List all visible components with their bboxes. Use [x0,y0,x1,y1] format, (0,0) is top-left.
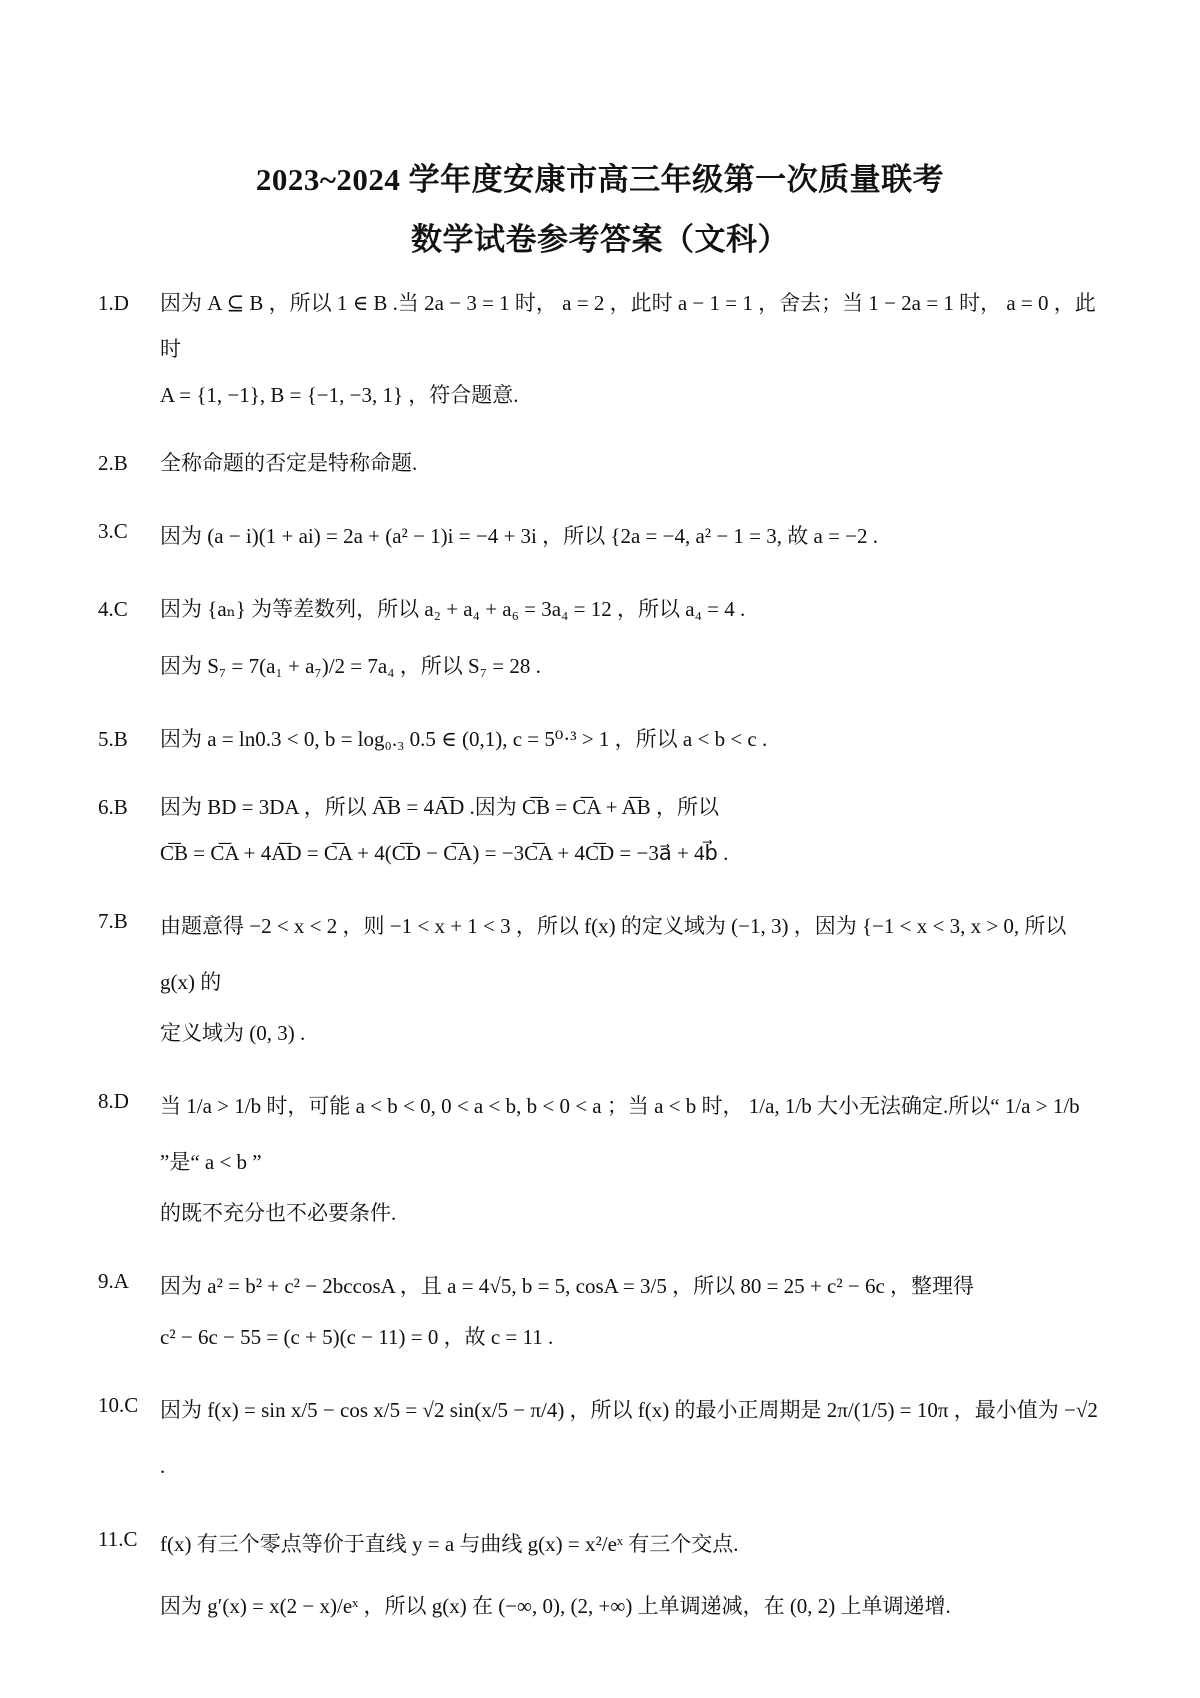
answer-item-7 [98,898,1102,1056]
answer-number: 2.B [98,451,128,475]
answer-item-4 [98,586,1102,694]
answer-item-2 [98,440,1102,486]
answer-number: 7.B [98,909,128,933]
answer-text: 因为 a = ln0.3 < 0, b = log₀.₃ 0.5 ∈ (0,1), c = 5⁰·³ > 1 ，所以 a < b < c . [160,727,768,751]
answer-item-10 [98,1382,1102,1494]
answer-item-8 [98,1078,1102,1236]
answer-number: 4.C [98,597,128,621]
answer-item-1 [98,280,1102,418]
page-title: 2023~2024 学年度安康市高三年级第一次质量联考 [255,162,945,197]
answer-text: 因为 {aₙ} 为等差数列，所以 a₂ + a₄ + a₆ = 3a₄ = 12 ，所以 a₄ = 4 . [160,597,746,621]
answer-text: 当 1/a > 1/b 时，可能 a < b < 0, 0 < a < b, b < 0 < a ；当 a < b 时， 1/a, 1/b 大小无法确定.所以“ 1/a > 1/b ”是“ a < b ” [160,1094,1080,1174]
answer-number: 3.C [98,519,128,543]
answer-number: 1.D [98,291,129,315]
answer-item-11 [98,1516,1102,1634]
answer-text: 因为 a² = b² + c² − 2bccosA ，且 a = 4√5, b = 5, cosA = 3/5 ，所以 80 = 25 + c² − 6c ，整理得 [160,1274,975,1298]
answer-text: c² − 6c − 55 = (c + 5)(c − 11) = 0 ，故 c = 11 . [160,1325,554,1349]
answer-text: A = {1, −1}, B = {−1, −3, 1} ，符合题意. [160,383,519,407]
answer-number: 6.B [98,795,128,819]
answer-item-5 [98,716,1102,762]
answer-text: 因为 A ⊆ B ，所以 1 ∈ B .当 2a − 3 = 1 时， a = 2 ，此时 a − 1 = 1 ，舍去；当 1 − 2a = 1 时， a = 0 ，此时 [160,291,1096,361]
answer-number: 11.C [98,1527,138,1551]
answer-item-3 [98,508,1102,564]
answer-text: 由题意得 −2 < x < 2 ，则 −1 < x + 1 < 3 ，所以 f(x) 的定义域为 (−1, 3) ，因为 {−1 < x < 3, x > 0, 所以 g(x) 的 [160,914,1067,994]
answer-text: 全称命题的否定是特称命题. [160,451,418,475]
page-subtitle: 数学试卷参考答案（文科） [411,222,789,257]
answer-text: 因为 BD = 3DA ，所以 A͞B = 4A͞D .因为 C͞B = C͞A + A͞B ，所以 [160,795,720,819]
answer-list [98,280,1102,1634]
answer-number: 10.C [98,1393,139,1417]
answer-text: 定义域为 (0, 3) . [160,1021,306,1045]
answer-item-6 [98,784,1102,876]
answer-text: 因为 f(x) = sin x/5 − cos x/5 = √2 sin(x/5 − π/4) ，所以 f(x) 的最小正周期是 2π/(1/5) = 10π ，最小值为 −√2 . [160,1398,1098,1478]
answer-number: 5.B [98,727,128,751]
answer-text: C͞B = C͞A + 4A͞D = C͞A + 4(C͞D − C͞A) = −3C͞A + 4C͞D = −3a⃗ + 4b⃗ . [160,841,729,865]
answer-text: 的既不充分也不必要条件. [160,1201,397,1225]
answer-text: 因为 g′(x) = x(2 − x)/eˣ ，所以 g(x) 在 (−∞, 0), (2, +∞) 上单调递减，在 (0, 2) 上单调递增. [160,1594,951,1618]
answer-text: f(x) 有三个零点等价于直线 y = a 与曲线 g(x) = x²/eˣ 有三个交点. [160,1532,739,1556]
answer-number: 9.A [98,1269,129,1293]
answer-text: 因为 (a − i)(1 + ai) = 2a + (a² − 1)i = −4 + 3i ，所以 {2a = −4, a² − 1 = 3, 故 a = −2 . [160,524,879,548]
answer-item-9 [98,1258,1102,1360]
answer-text: 因为 S₇ = 7(a₁ + a₇)/2 = 7a₄ ，所以 S₇ = 28 . [160,654,541,678]
answer-number: 8.D [98,1089,129,1113]
